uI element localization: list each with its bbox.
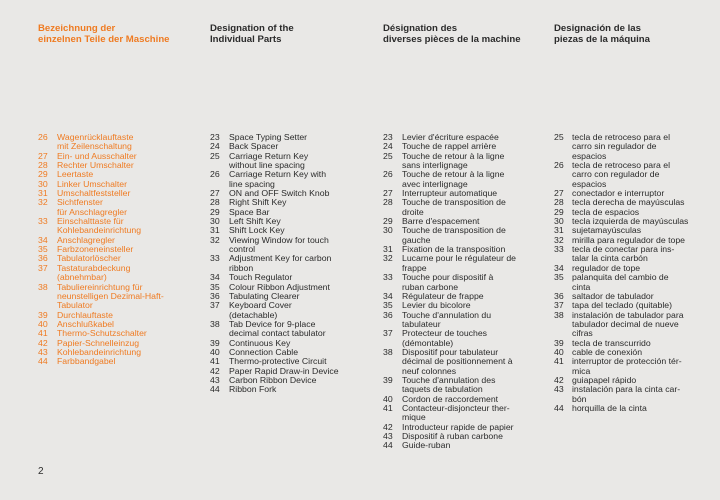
list-item [383, 198, 516, 217]
parts-list [38, 133, 164, 367]
part-number: 43 [210, 374, 220, 385]
part-label: Touche de rappel arrière [402, 141, 497, 152]
part-label: Space Bar [229, 206, 270, 217]
part-number: 39 [210, 337, 220, 348]
part-number: 31 [210, 225, 220, 236]
part-label: saltador de tabulador [572, 290, 654, 301]
part-number: 42 [210, 365, 220, 376]
part-label: Dispositif à ruban carbone [402, 431, 503, 441]
part-number: 32 [38, 197, 48, 208]
list-item [210, 301, 339, 320]
part-label: Thermo-protective Circuit [229, 356, 327, 367]
list-item [383, 254, 516, 273]
list-item [554, 133, 688, 161]
part-number: 38 [210, 318, 220, 329]
list-item [38, 264, 164, 283]
part-label: Sichtfenster für Anschlagregler [57, 197, 128, 217]
part-number: 31 [554, 225, 564, 236]
part-label: tecla de conectar para ins- talar la cinta carbón [572, 244, 675, 264]
part-number: 33 [383, 272, 393, 283]
part-number: 23 [383, 132, 393, 142]
part-number: 26 [38, 132, 48, 142]
part-number: 34 [210, 272, 220, 283]
part-number: 34 [383, 290, 393, 301]
part-number: 38 [554, 309, 564, 320]
part-number: 41 [383, 402, 393, 413]
part-number: 30 [383, 225, 393, 236]
column-header: Bezeichnung der einzelnen Teile der Maschine [38, 23, 170, 45]
part-label: Carriage Return Key without line spacing [229, 150, 309, 171]
parts-list [210, 133, 339, 395]
part-number: 37 [383, 328, 393, 339]
part-label: Touche de retour à la ligne sans interlignage [402, 150, 505, 171]
list-item [210, 152, 339, 171]
part-number: 24 [210, 141, 220, 152]
part-label: interruptor de protección tér- mica [572, 356, 682, 376]
part-label: Paper Rapid Draw-in Device [229, 365, 339, 376]
part-label: Ein- und Ausschalter [57, 150, 137, 161]
part-number: 30 [210, 216, 220, 227]
part-number: 36 [383, 309, 393, 320]
list-item [383, 170, 516, 189]
part-number: 26 [210, 169, 220, 180]
part-number: 33 [210, 253, 220, 264]
column-header: Désignation des diverses pièces de la machine [383, 23, 521, 45]
part-number: 25 [554, 132, 564, 142]
part-label: Thermo-Schutzschalter [57, 328, 147, 339]
list-item [383, 348, 516, 376]
part-label: Farbzoneneinsteller [57, 244, 134, 255]
part-number: 31 [38, 188, 48, 199]
part-number: 43 [554, 384, 564, 395]
part-label: tecla de transcurrido [572, 337, 651, 348]
list-item [383, 376, 516, 395]
list-item [383, 152, 516, 171]
part-label: ON and OFF Switch Knob [229, 188, 330, 199]
part-label: Leertaste [57, 169, 94, 180]
part-label: Keyboard Cover (detachable) [229, 300, 292, 320]
part-number: 39 [38, 309, 48, 320]
part-label: Umschaltfeststeller [57, 188, 131, 199]
part-number: 44 [554, 402, 564, 413]
part-label: Farbbandgabel [57, 356, 116, 367]
part-label: regulador de tope [572, 262, 641, 273]
part-number: 42 [554, 374, 564, 385]
column-header: Designación de las piezas de la máquina [554, 23, 650, 45]
list-item [38, 357, 164, 366]
list-item [38, 217, 164, 236]
part-number: 29 [383, 216, 393, 227]
part-label: Cordon de raccordement [402, 393, 499, 404]
list-item [554, 273, 688, 292]
part-number: 32 [554, 234, 564, 245]
list-item [38, 283, 164, 311]
part-number: 28 [554, 197, 564, 208]
part-label: Tastaturabdeckung (abnehmbar) [57, 262, 131, 283]
part-label: guiapapel rápido [572, 374, 637, 385]
part-number: 34 [38, 234, 48, 245]
part-label: Continuous Key [229, 337, 291, 348]
part-number: 40 [554, 346, 564, 357]
part-number: 35 [210, 281, 220, 292]
part-label: conectador e interruptor [572, 188, 665, 199]
part-number: 24 [383, 141, 393, 152]
part-label: Dispositif pour tabulateur décimal de positionnement à neuf colonnes [402, 346, 513, 376]
part-number: 33 [554, 244, 564, 255]
part-label: Rechter Umschalter [57, 160, 134, 171]
part-label: tapa del teclado (quitable) [572, 300, 672, 311]
list-item [38, 198, 164, 217]
list-item [554, 404, 688, 413]
part-label: Right Shift Key [229, 197, 287, 208]
list-item [554, 385, 688, 404]
part-label: Space Typing Setter [229, 132, 308, 142]
part-label: Shift Lock Key [229, 225, 285, 236]
part-number: 37 [38, 262, 48, 273]
part-label: Tabuliereinrichtung für neunstelligen Dezimal-Haft- Tabulator [57, 281, 164, 311]
parts-list [383, 133, 516, 451]
part-label: Back Spacer [229, 141, 279, 152]
part-number: 37 [554, 300, 564, 311]
part-label: Touche de retour à la ligne avec interlignage [402, 169, 505, 189]
part-label: Guide-ruban [402, 440, 451, 451]
part-label: Levier d'écriture espacée [402, 132, 499, 142]
part-label: Contacteur-disjoncteur ther- mique [402, 402, 510, 423]
part-label: Left Shift Key [229, 216, 281, 227]
part-number: 41 [210, 356, 220, 367]
part-label: Wagenrücklauftaste mit Zeilenschaltung [57, 132, 134, 152]
part-number: 29 [210, 206, 220, 217]
part-label: Touche de transposition de droite [402, 197, 506, 217]
list-item [210, 170, 339, 189]
part-number: 30 [554, 216, 564, 227]
part-label: Interrupteur automatique [402, 188, 498, 199]
part-number: 36 [38, 253, 48, 264]
part-label: Levier du bicolore [402, 300, 471, 311]
part-number: 44 [210, 384, 220, 395]
part-number: 27 [383, 188, 393, 199]
list-item [383, 226, 516, 245]
part-label: instalación para la cinta car- bón [572, 384, 681, 404]
part-label: Protecteur de touches (démontable) [402, 328, 487, 348]
part-number: 27 [554, 188, 564, 199]
part-label: Tab Device for 9-place decimal contact tabulator [229, 318, 326, 339]
part-number: 32 [210, 234, 220, 245]
part-label: tecla derecha de mayúsculas [572, 197, 685, 208]
part-number: 34 [554, 262, 564, 273]
part-label: Ribbon Fork [229, 384, 277, 395]
part-number: 28 [383, 197, 393, 208]
list-item [210, 254, 339, 273]
part-number: 27 [38, 150, 48, 161]
part-number: 28 [210, 197, 220, 208]
part-label: Lucarne pour le régulateur de frappe [402, 253, 516, 273]
part-label: Fixation de la transposition [402, 244, 506, 255]
parts-list [554, 133, 688, 413]
part-label: Einschalttaste für Kohlebandeinrichtung [57, 216, 142, 236]
list-item [383, 404, 516, 423]
part-label: Tabulatorlöscher [57, 253, 121, 264]
part-number: 39 [383, 374, 393, 385]
part-label: sujetamayúsculas [572, 225, 642, 236]
part-label: tecla izquierda de mayúsculas [572, 216, 689, 227]
list-item [210, 385, 339, 394]
list-item [383, 273, 516, 292]
part-label: Viewing Window for touch control [229, 234, 329, 255]
part-label: palanquita del cambio de cinta [572, 272, 669, 292]
part-number: 40 [38, 318, 48, 329]
part-number: 26 [554, 160, 564, 171]
part-number: 40 [383, 393, 393, 404]
part-label: tecla de espacios [572, 206, 640, 217]
part-number: 42 [38, 337, 48, 348]
part-label: Anschlagregler [57, 234, 115, 245]
part-number: 41 [554, 356, 564, 367]
list-item [554, 245, 688, 264]
part-label: tecla de retroceso para el carro con regulador de espacios [572, 160, 671, 189]
part-label: Touche d'annulation du tabulateur [402, 309, 492, 329]
part-label: cable de conexión [572, 346, 643, 357]
list-item [210, 236, 339, 255]
part-number: 29 [38, 169, 48, 180]
part-number: 38 [383, 346, 393, 357]
part-number: 39 [554, 337, 564, 348]
part-number: 26 [383, 169, 393, 180]
part-label: Connection Cable [229, 346, 299, 357]
part-label: Linker Umschalter [57, 178, 128, 189]
list-item [383, 311, 516, 330]
part-label: Colour Ribbon Adjustment [229, 281, 330, 292]
list-item [554, 357, 688, 376]
part-number: 40 [210, 346, 220, 357]
part-label: Touche de transposition de gauche [402, 225, 506, 245]
part-number: 37 [210, 300, 220, 311]
part-label: Touche pour dispositif à ruban carbone [402, 272, 494, 292]
part-number: 25 [383, 150, 393, 161]
part-number: 43 [38, 346, 48, 357]
part-number: 44 [383, 440, 393, 451]
part-number: 44 [38, 356, 48, 367]
list-item [210, 320, 339, 339]
part-label: instalación de tabulador para tabulador decimal de nueve cifras [572, 309, 684, 339]
part-label: Durchlauftaste [57, 309, 114, 320]
part-label: Tabulating Clearer [229, 290, 300, 301]
part-label: horquilla de la cinta [572, 402, 647, 413]
list-item [383, 329, 516, 348]
part-label: Touche d'annulation des taquets de tabulation [402, 374, 496, 395]
part-number: 33 [38, 216, 48, 227]
part-label: Introducteur rapide de papier [402, 421, 514, 432]
part-number: 43 [383, 431, 393, 441]
page-number: 2 [38, 466, 44, 477]
part-label: Régulateur de frappe [402, 290, 484, 301]
part-label: Anschlußkabel [57, 318, 114, 329]
part-number: 36 [210, 290, 220, 301]
part-label: Touch Regulator [229, 272, 293, 283]
part-number: 28 [38, 160, 48, 171]
part-number: 23 [210, 132, 220, 142]
list-item [383, 441, 516, 450]
part-label: Adjustment Key for carbon ribbon [229, 253, 332, 273]
part-label: Carbon Ribbon Device [229, 374, 317, 385]
part-label: tecla de retroceso para el carro sin regulador de espacios [572, 132, 671, 161]
part-number: 27 [210, 188, 220, 199]
part-number: 32 [383, 253, 393, 264]
column-header: Designation of the Individual Parts [210, 23, 294, 45]
part-number: 42 [383, 421, 393, 432]
list-item [554, 161, 688, 189]
part-label: mirilla para regulador de tope [572, 234, 686, 245]
part-label: Papier-Schnelleinzug [57, 337, 140, 348]
part-number: 35 [38, 244, 48, 255]
part-number: 35 [554, 272, 564, 283]
part-label: Barre d'espacement [402, 216, 480, 227]
part-number: 35 [383, 300, 393, 311]
list-item [554, 311, 688, 339]
part-number: 38 [38, 281, 48, 292]
part-number: 30 [38, 178, 48, 189]
part-number: 36 [554, 290, 564, 301]
part-number: 31 [383, 244, 393, 255]
part-label: Carriage Return Key with line spacing [229, 169, 327, 189]
list-item [38, 133, 164, 152]
part-number: 29 [554, 206, 564, 217]
part-number: 41 [38, 328, 48, 339]
part-label: Kohlebandeinrichtung [57, 346, 142, 357]
part-number: 25 [210, 150, 220, 161]
